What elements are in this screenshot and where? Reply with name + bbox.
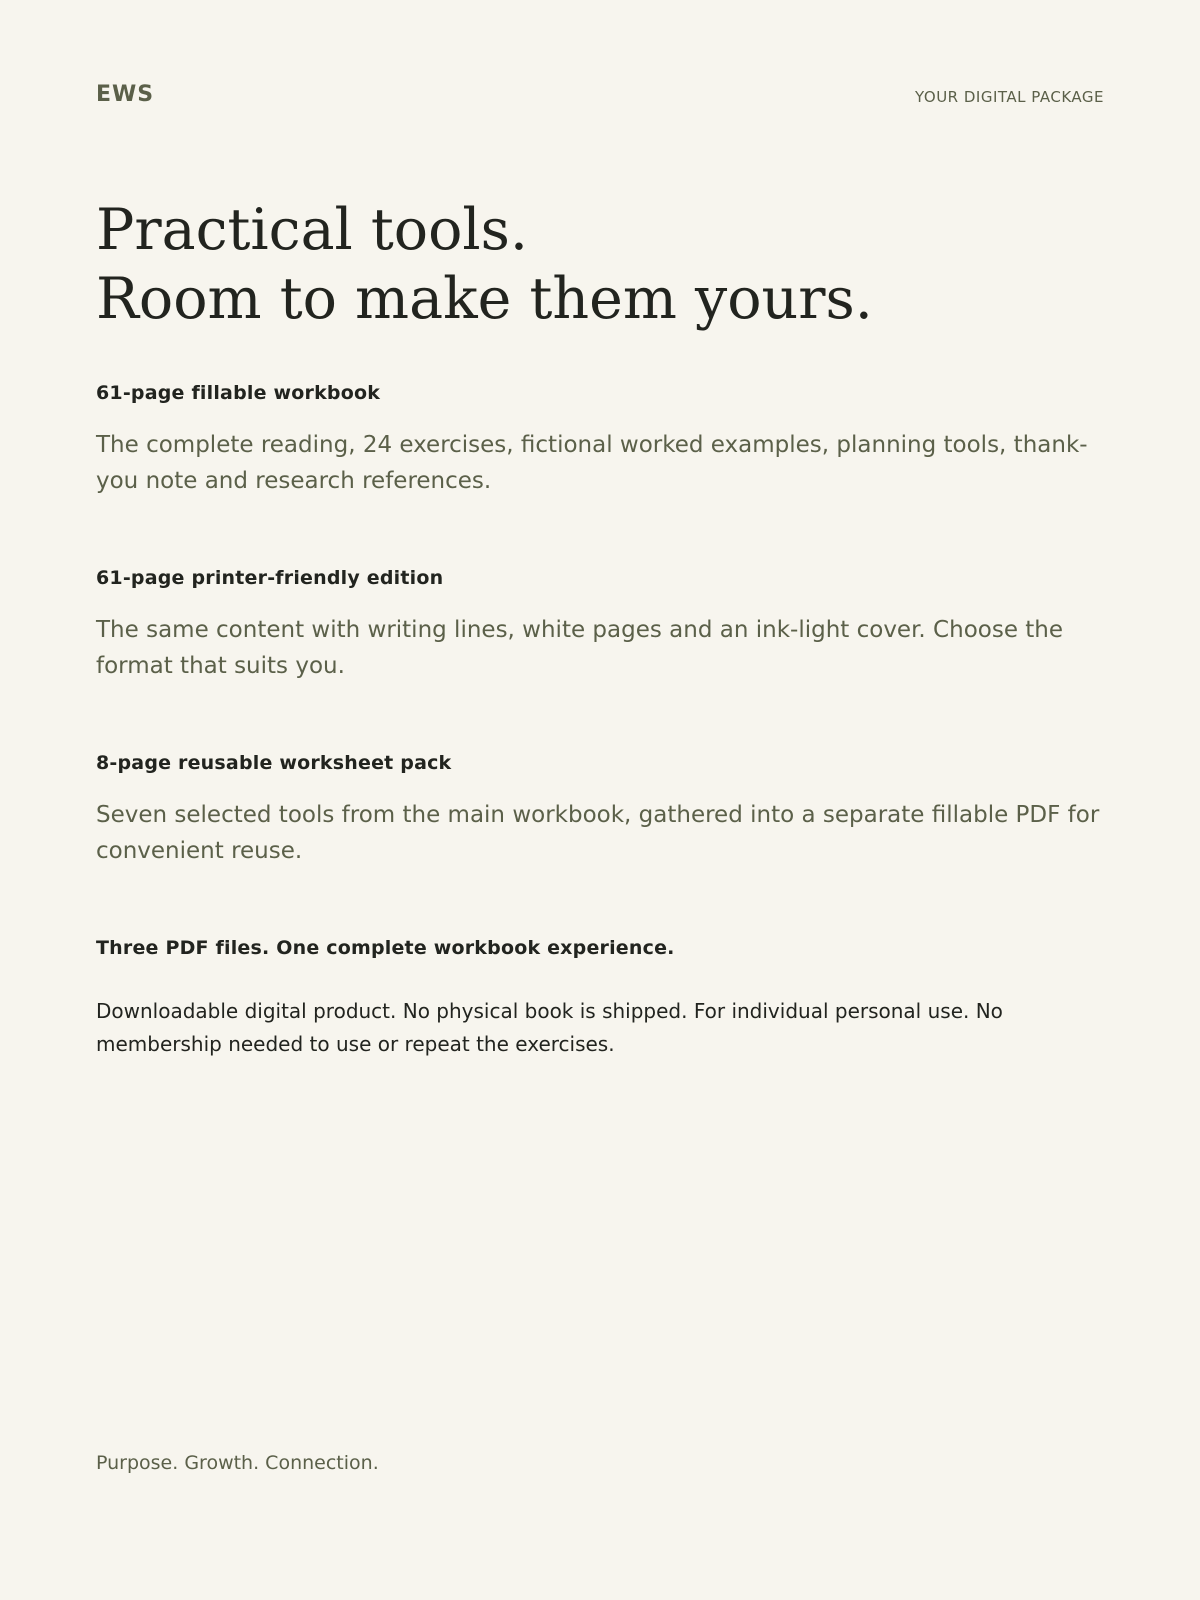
package-item-fillable-workbook bbox=[96, 381, 1104, 499]
package-item-worksheet-pack bbox=[96, 751, 1104, 869]
package-item-title: 61-page printer-friendly edition bbox=[96, 567, 444, 589]
product-note: Downloadable digital product. No physical book is shipped. For individual personal use. No membership needed to use or repeat the exercises. bbox=[96, 999, 1003, 1056]
footer-slogan: Purpose. Growth. Connection. bbox=[96, 1452, 379, 1474]
header-tagline: YOUR DIGITAL PACKAGE bbox=[915, 88, 1104, 106]
package-item-title: 61-page fillable workbook bbox=[96, 382, 381, 404]
headline-line-2: Room to make them yours. bbox=[96, 266, 873, 332]
package-item-description: The complete reading, 24 exercises, fictional worked examples, planning tools, thank-you note and research references. bbox=[96, 432, 1088, 494]
package-item-title: 8-page reusable worksheet pack bbox=[96, 752, 452, 774]
package-item-description: Seven selected tools from the main workbook, gathered into a separate fillable PDF for convenient reuse. bbox=[96, 802, 1100, 864]
headline-line-1: Practical tools. bbox=[96, 197, 529, 263]
package-item-description: The same content with writing lines, white pages and an ink-light cover. Choose the format that suits you. bbox=[96, 617, 1064, 679]
header bbox=[96, 80, 1104, 112]
package-summary: Three PDF files. One complete workbook experience. bbox=[96, 937, 675, 959]
page bbox=[96, 0, 1104, 1600]
page-headline bbox=[96, 196, 873, 334]
brand-logo: EWS bbox=[96, 82, 155, 107]
package-item-printer-edition bbox=[96, 566, 1104, 684]
